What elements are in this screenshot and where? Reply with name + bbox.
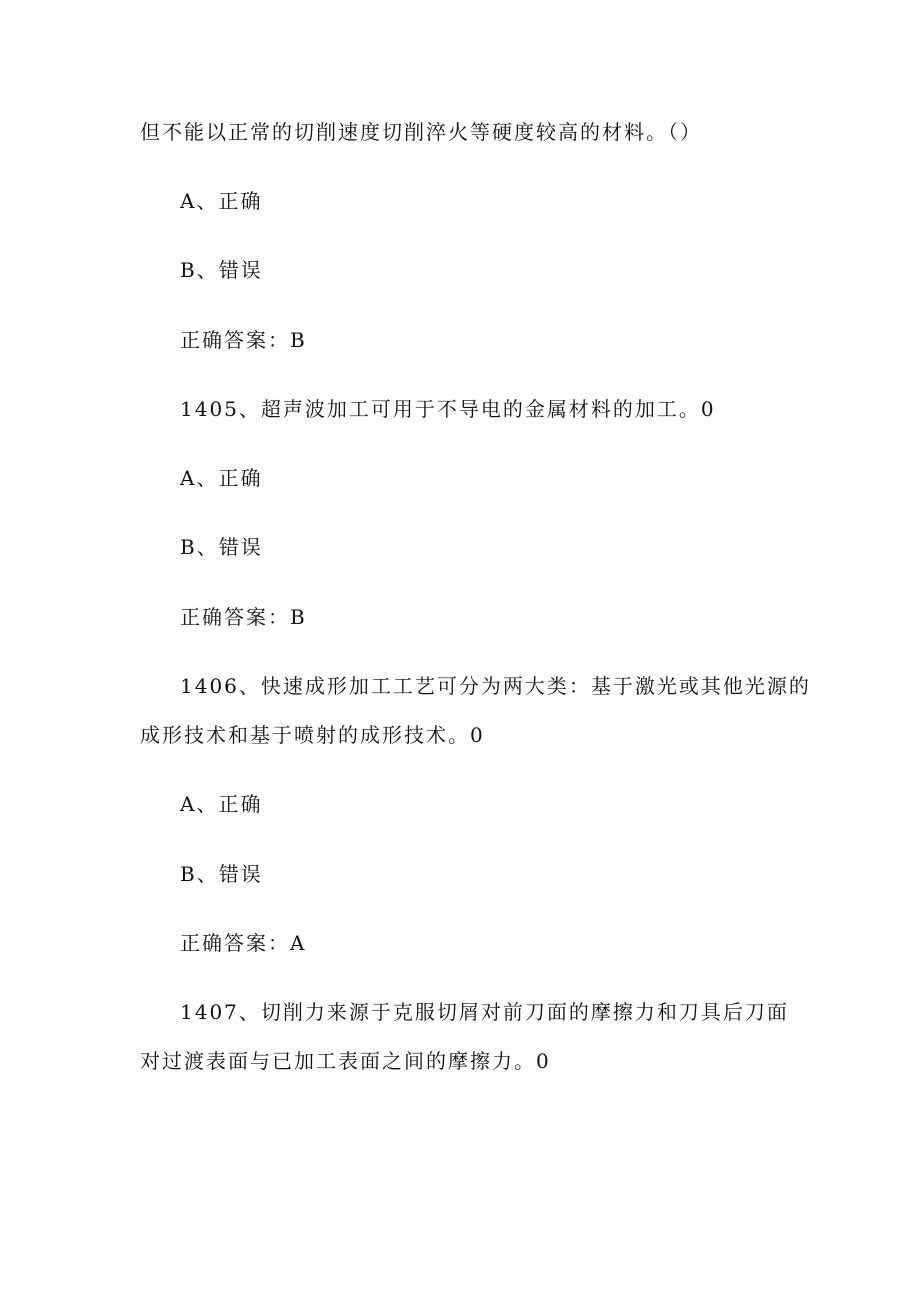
question-1405: 1405、超声波加工可用于不导电的金属材料的加工。0 [180, 397, 716, 421]
option-b: B、错误 [180, 535, 263, 559]
option-b: B、错误 [180, 258, 263, 282]
question-1406-line2: 成形技术和基于喷射的成形技术。0 [140, 723, 485, 747]
correct-answer: 正确答案：A [180, 931, 307, 955]
question-1406-line1: 1406、快速成形加工工艺可分为两大类：基于激光或其他光源的 [180, 674, 811, 698]
correct-answer: 正确答案：B [180, 328, 307, 352]
option-a: A、正确 [180, 466, 263, 490]
option-a: A、正确 [180, 792, 263, 816]
question-1407-line1: 1407、切削力来源于克服切屑对前刀面的摩擦力和刀具后刀面 [180, 1000, 789, 1024]
correct-answer: 正确答案：B [180, 605, 307, 629]
option-b: B、错误 [180, 862, 263, 886]
question-1407-line2: 对过渡表面与已加工表面之间的摩擦力。0 [140, 1049, 551, 1073]
option-a: A、正确 [180, 189, 263, 213]
question-continuation: 但不能以正常的切削速度切削淬火等硬度较高的材料。（） [140, 120, 702, 144]
